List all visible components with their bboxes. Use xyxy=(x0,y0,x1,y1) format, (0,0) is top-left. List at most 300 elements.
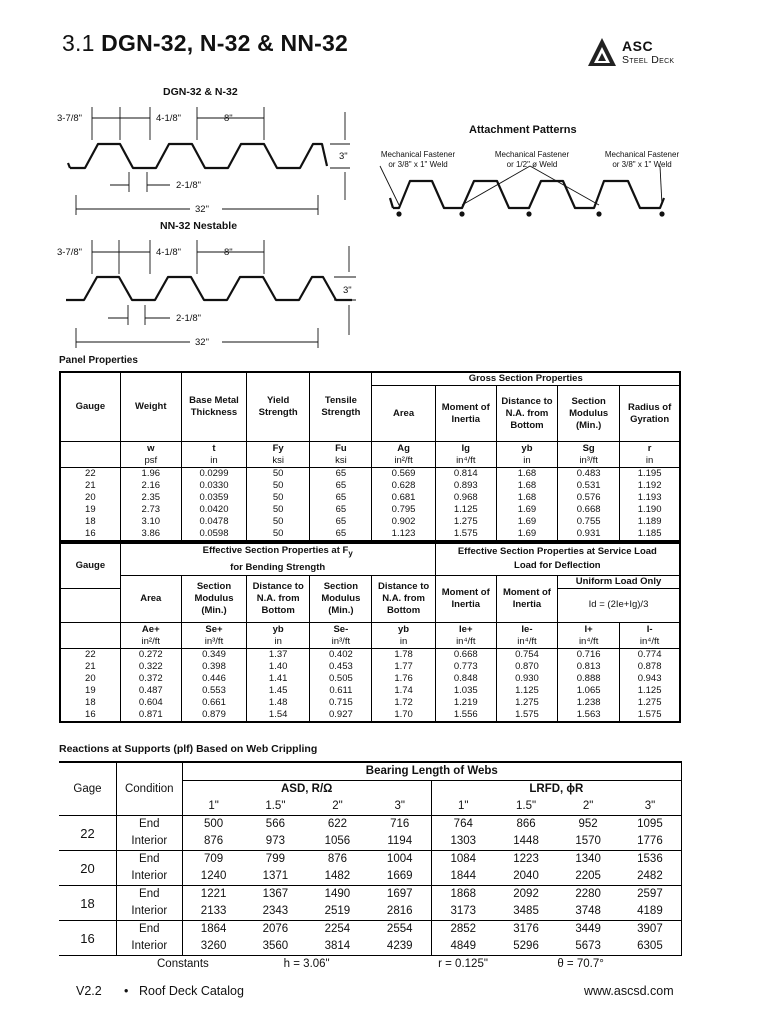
h-eff-moi1: Moment of Inertia xyxy=(435,575,496,622)
value-cell: 1.48 xyxy=(247,697,310,709)
value-cell: 2.16 xyxy=(120,480,181,492)
reaction-value: 1868 xyxy=(431,886,495,904)
value-cell: 1.45 xyxy=(247,685,310,697)
value-cell: 65 xyxy=(310,516,372,528)
gauge-cell: 18 xyxy=(60,697,120,709)
value-cell: 0.0330 xyxy=(181,480,246,492)
eff-unit-row xyxy=(60,635,680,648)
value-cell: 0.487 xyxy=(120,685,181,697)
value-cell: 50 xyxy=(247,504,310,516)
dim-a-top: 3-7/8" xyxy=(57,113,83,124)
condition-cell: Interior xyxy=(131,835,168,847)
h-eff-area: Area xyxy=(120,575,181,622)
bearing-length-cell: 3" xyxy=(619,798,682,816)
reaction-value: 1864 xyxy=(182,921,245,939)
value-cell: 0.878 xyxy=(620,661,680,673)
symbol-cell: yb xyxy=(247,622,310,635)
gage-cell: 20 xyxy=(59,851,117,886)
gauge-cell: 16 xyxy=(60,528,120,541)
h-eff-bend-line2: for Bending Strength xyxy=(230,561,326,573)
gauge-cell: 22 xyxy=(60,648,120,661)
table-row xyxy=(60,504,680,516)
condition-cell: End xyxy=(139,853,160,865)
symbol-cell: r xyxy=(620,442,680,455)
h-gauge-eff: Gauge xyxy=(60,543,120,588)
value-cell: 1.68 xyxy=(496,468,557,481)
symbol-cell: I+ xyxy=(558,622,620,635)
value-cell: 0.814 xyxy=(435,468,496,481)
fastener-dot xyxy=(659,211,664,216)
value-cell: 0.968 xyxy=(435,492,496,504)
h-eff-dist1: Distance to N.A. from Bottom xyxy=(247,575,310,622)
reaction-value: 1570 xyxy=(575,835,601,847)
dim-c-top: 8" xyxy=(224,113,233,124)
reaction-row xyxy=(59,886,682,904)
reaction-value: 876 xyxy=(182,833,245,851)
value-cell: 0.715 xyxy=(310,697,372,709)
value-cell: 1.72 xyxy=(372,697,435,709)
rx-h-condition: Condition xyxy=(117,762,183,816)
value-cell: 1.219 xyxy=(435,697,496,709)
value-cell: 0.553 xyxy=(181,685,246,697)
reaction-row xyxy=(59,833,682,851)
reaction-value: 799 xyxy=(265,853,285,865)
condition-cell: Interior xyxy=(131,905,168,917)
condition-cell: End xyxy=(139,888,160,900)
unit-cell: in²/ft xyxy=(120,635,181,648)
h-eff-defl-line2: Load for Deflection xyxy=(514,560,601,572)
value-cell: 1.69 xyxy=(496,528,557,541)
value-cell: 1.125 xyxy=(620,685,680,697)
reaction-value: 2554 xyxy=(386,923,413,935)
reaction-value: 500 xyxy=(182,816,245,834)
value-cell: 65 xyxy=(310,504,372,516)
rx-h-asd: ASD, R/Ω xyxy=(182,781,431,799)
value-cell: 0.716 xyxy=(558,648,620,661)
dim-width-bottom: 32" xyxy=(195,337,209,348)
effective-properties-body xyxy=(60,648,680,722)
table-row xyxy=(60,492,680,504)
gauge-cell: 20 xyxy=(60,492,120,504)
reaction-value: 952 xyxy=(578,818,598,830)
value-cell: 0.569 xyxy=(372,468,435,481)
attach-mid-line1: Mechanical Fastener xyxy=(494,150,570,159)
panel-properties-table xyxy=(59,371,681,542)
value-cell: 0.848 xyxy=(435,673,496,685)
eff-symbol-row xyxy=(60,622,680,635)
value-cell: 50 xyxy=(247,528,310,541)
value-cell: 1.125 xyxy=(435,504,496,516)
value-cell: 0.628 xyxy=(372,480,435,492)
value-cell: 1.125 xyxy=(496,685,557,697)
value-cell: 0.483 xyxy=(558,468,620,481)
panel-properties-title: Panel Properties xyxy=(59,355,138,366)
reaction-value: 1240 xyxy=(182,868,245,886)
value-cell: 65 xyxy=(310,480,372,492)
reaction-value: 3748 xyxy=(575,905,601,917)
h-eff-sm2: Section Modulus (Min.) xyxy=(310,575,372,622)
dim-bottom-top: 2-1/8" xyxy=(176,180,202,191)
section-title: DGN-32, N-32 & NN-32 xyxy=(101,30,349,56)
value-cell: 0.931 xyxy=(558,528,620,541)
value-cell: 1.68 xyxy=(496,480,557,492)
reaction-value: 1340 xyxy=(575,853,601,865)
h-rg: Radius of Gyration xyxy=(620,386,680,442)
dim-bottom-bottom: 2-1/8" xyxy=(176,313,202,324)
value-cell: 1.123 xyxy=(372,528,435,541)
panel-properties-body xyxy=(60,468,680,542)
unit-cell: in³/ft xyxy=(310,635,372,648)
gauge-cell: 19 xyxy=(60,685,120,697)
reaction-value: 3176 xyxy=(513,923,539,935)
dim-depth-top: 3" xyxy=(339,151,348,162)
value-cell: 1.238 xyxy=(558,697,620,709)
value-cell: 1.190 xyxy=(620,504,680,516)
unit-cell: in xyxy=(496,455,557,468)
symbol-cell: Ie+ xyxy=(435,622,496,635)
bearing-length-cell: 2" xyxy=(582,800,594,812)
table-row xyxy=(60,648,680,661)
h-eff-sm1: Section Modulus (Min.) xyxy=(181,575,246,622)
rx-h-lrfd: LRFD, ϕR xyxy=(431,781,681,799)
value-cell: 1.275 xyxy=(435,516,496,528)
h-eff-moi2: Moment of Inertia xyxy=(496,575,557,622)
table-row xyxy=(60,697,680,709)
value-cell: 0.930 xyxy=(496,673,557,685)
value-cell: 0.943 xyxy=(620,673,680,685)
reaction-value: 1776 xyxy=(619,833,682,851)
attach-mid-label xyxy=(486,150,578,170)
value-cell: 50 xyxy=(247,468,310,481)
reaction-value: 622 xyxy=(327,818,348,830)
reaction-row xyxy=(59,816,682,834)
unit-cell: ksi xyxy=(310,455,372,468)
table-row xyxy=(60,468,680,481)
rx-constants-label: Constants xyxy=(157,958,209,970)
value-cell: 65 xyxy=(310,492,372,504)
value-cell: 3.10 xyxy=(120,516,181,528)
value-cell: 1.195 xyxy=(620,468,680,481)
symbol-cell: Ig xyxy=(435,442,496,455)
section-number: 3.1 xyxy=(62,30,95,56)
value-cell: 2.35 xyxy=(120,492,181,504)
h-uniform: Uniform Load Only xyxy=(558,575,680,588)
unit-cell: in⁴/ft xyxy=(435,635,496,648)
footer-catalog: Roof Deck Catalog xyxy=(139,984,244,998)
value-cell: 0.576 xyxy=(558,492,620,504)
reactions-body xyxy=(59,816,682,956)
unit-row xyxy=(60,455,680,468)
reactions-table xyxy=(59,761,682,973)
unit-cell: psf xyxy=(120,455,181,468)
value-cell: 1.69 xyxy=(496,504,557,516)
value-cell: 1.575 xyxy=(496,709,557,722)
unit-cell: in²/ft xyxy=(372,455,435,468)
reaction-value: 2092 xyxy=(513,888,539,900)
gage-cell: 16 xyxy=(59,921,117,956)
reaction-value: 2076 xyxy=(262,923,289,935)
value-cell: 0.893 xyxy=(435,480,496,492)
value-cell: 0.349 xyxy=(181,648,246,661)
reaction-value: 3449 xyxy=(575,923,601,935)
value-cell: 1.70 xyxy=(372,709,435,722)
attach-right-line1: Mechanical Fastener xyxy=(604,150,680,159)
table-row xyxy=(60,661,680,673)
reaction-value: 3260 xyxy=(182,938,245,956)
reaction-value: 1004 xyxy=(386,853,413,865)
value-cell: 0.372 xyxy=(120,673,181,685)
effective-properties-table xyxy=(59,542,681,723)
reaction-value: 1367 xyxy=(262,888,289,900)
value-cell: 3.86 xyxy=(120,528,181,541)
value-cell: 50 xyxy=(247,516,310,528)
reaction-value: 1303 xyxy=(431,833,495,851)
value-cell: 1.68 xyxy=(496,492,557,504)
unit-cell: in³/ft xyxy=(181,635,246,648)
reaction-value: 866 xyxy=(516,818,536,830)
reaction-value: 1221 xyxy=(182,886,245,904)
value-cell: 1.54 xyxy=(247,709,310,722)
dim-c-bottom: 8" xyxy=(224,247,233,258)
value-cell: 1.275 xyxy=(620,697,680,709)
reaction-value: 5673 xyxy=(575,940,601,952)
unit-cell: in xyxy=(181,455,246,468)
value-cell: 0.531 xyxy=(558,480,620,492)
h-moi: Moment of Inertia xyxy=(435,386,496,442)
value-cell: 65 xyxy=(310,468,372,481)
reaction-value: 1223 xyxy=(513,853,539,865)
symbol-cell: w xyxy=(120,442,181,455)
reaction-row xyxy=(59,851,682,869)
value-cell: 0.402 xyxy=(310,648,372,661)
value-cell: 1.035 xyxy=(435,685,496,697)
table-row xyxy=(60,516,680,528)
reaction-value: 2040 xyxy=(513,870,539,882)
table-row xyxy=(60,528,680,541)
h-tensile: Tensile Strength xyxy=(310,372,372,442)
footer-url[interactable]: www.ascsd.com xyxy=(584,984,674,998)
attachment-title: Attachment Patterns xyxy=(469,124,577,136)
reaction-value: 1697 xyxy=(386,888,413,900)
deck-profile-top xyxy=(70,144,327,168)
reaction-value: 4189 xyxy=(619,903,682,921)
symbol-cell: Fu xyxy=(310,442,372,455)
value-cell: 1.37 xyxy=(247,648,310,661)
symbol-cell: Ie- xyxy=(496,622,557,635)
value-cell: 0.888 xyxy=(558,673,620,685)
value-cell: 1.189 xyxy=(620,516,680,528)
diagram-bottom-title: NN-32 Nestable xyxy=(160,220,238,232)
reaction-value: 2133 xyxy=(182,903,245,921)
value-cell: 0.0359 xyxy=(181,492,246,504)
footer-version: V2.2 xyxy=(76,984,102,998)
h-sm: Section Modulus (Min.) xyxy=(558,386,620,442)
value-cell: 0.774 xyxy=(620,648,680,661)
value-cell: 2.73 xyxy=(120,504,181,516)
symbol-cell: Sg xyxy=(558,442,620,455)
reaction-row xyxy=(59,868,682,886)
h-formula: Id = (2Ie+Ig)/3 xyxy=(558,588,680,622)
value-cell: 1.563 xyxy=(558,709,620,722)
gauge-cell: 19 xyxy=(60,504,120,516)
h-base: Base Metal Thickness xyxy=(181,372,246,442)
value-cell: 0.272 xyxy=(120,648,181,661)
rx-const-r: r = 0.125" xyxy=(438,958,488,970)
reaction-value: 566 xyxy=(265,818,285,830)
value-cell: 1.575 xyxy=(620,709,680,722)
value-cell: 0.661 xyxy=(181,697,246,709)
reaction-value: 1482 xyxy=(324,870,351,882)
value-cell: 1.74 xyxy=(372,685,435,697)
gauge-cell: 20 xyxy=(60,673,120,685)
value-cell: 65 xyxy=(310,528,372,541)
value-cell: 0.0598 xyxy=(181,528,246,541)
value-cell: 1.575 xyxy=(435,528,496,541)
reaction-value: 4239 xyxy=(386,940,413,952)
symbol-cell: Se+ xyxy=(181,622,246,635)
symbol-cell: Fy xyxy=(247,442,310,455)
attach-left-line1: Mechanical Fastener xyxy=(380,150,456,159)
rx-const-h: h = 3.06" xyxy=(283,958,330,970)
symbol-cell: yb xyxy=(372,622,435,635)
gauge-cell: 22 xyxy=(60,468,120,481)
fastener-dot xyxy=(526,211,531,216)
fastener-dot xyxy=(459,211,464,216)
attach-right-label xyxy=(596,150,688,170)
h-dist: Distance to N.A. from Bottom xyxy=(496,386,557,442)
h-eff-dist2: Distance to N.A. from Bottom xyxy=(372,575,435,622)
gauge-cell: 21 xyxy=(60,661,120,673)
unit-cell: in⁴/ft xyxy=(496,635,557,648)
h-gross: Gross Section Properties xyxy=(372,372,680,386)
dim-b-top: 4-1/8" xyxy=(156,113,182,124)
dim-width-top: 32" xyxy=(195,204,209,215)
value-cell: 0.0420 xyxy=(181,504,246,516)
deck-profile-bottom xyxy=(66,277,352,300)
value-cell: 1.69 xyxy=(496,516,557,528)
attach-left-line2: or 3/8" x 1" Weld xyxy=(388,160,448,169)
value-cell: 0.446 xyxy=(181,673,246,685)
value-cell: 1.193 xyxy=(620,492,680,504)
gauge-cell: 21 xyxy=(60,480,120,492)
table-row xyxy=(60,709,680,722)
reaction-value: 1669 xyxy=(386,870,413,882)
value-cell: 1.065 xyxy=(558,685,620,697)
bearing-length-cell: 1" xyxy=(182,798,245,816)
value-cell: 0.773 xyxy=(435,661,496,673)
value-cell: 50 xyxy=(247,480,310,492)
symbol-cell: Se- xyxy=(310,622,372,635)
fastener-dot xyxy=(596,211,601,216)
h-gauge: Gauge xyxy=(60,372,120,442)
gauge-cell: 18 xyxy=(60,516,120,528)
value-cell: 1.77 xyxy=(372,661,435,673)
table-row xyxy=(60,685,680,697)
h-area: Area xyxy=(372,386,435,442)
value-cell: 1.78 xyxy=(372,648,435,661)
value-cell: 1.40 xyxy=(247,661,310,673)
reaction-value: 3173 xyxy=(431,903,495,921)
symbol-blank xyxy=(60,622,120,635)
reaction-value: 3907 xyxy=(619,921,682,939)
value-cell: 0.871 xyxy=(120,709,181,722)
condition-cell: End xyxy=(139,818,160,830)
unit-cell: in³/ft xyxy=(558,455,620,468)
unit-cell: in xyxy=(620,455,680,468)
symbol-cell: Ae+ xyxy=(120,622,181,635)
unit-cell: in⁴/ft xyxy=(435,455,496,468)
attachment-profile xyxy=(393,181,664,208)
bearing-length-cell: 1.5" xyxy=(516,800,537,812)
reaction-value: 1490 xyxy=(324,888,351,900)
value-cell: 0.604 xyxy=(120,697,181,709)
attach-left-label xyxy=(372,150,464,170)
attach-mid-line2: or 1/2" ø Weld xyxy=(506,160,558,169)
symbol-blank xyxy=(60,442,120,455)
table-row xyxy=(60,480,680,492)
reaction-value: 2343 xyxy=(262,905,289,917)
reaction-value: 2280 xyxy=(575,888,601,900)
dim-a-bottom: 3-7/8" xyxy=(57,247,83,258)
reaction-value: 3560 xyxy=(262,940,289,952)
reaction-value: 716 xyxy=(390,818,410,830)
h-eff-bending xyxy=(120,543,435,575)
value-cell: 0.668 xyxy=(558,504,620,516)
reaction-value: 1536 xyxy=(619,851,682,869)
gage-cell: 18 xyxy=(59,886,117,921)
reaction-value: 876 xyxy=(327,853,348,865)
reaction-row xyxy=(59,938,682,956)
value-cell: 0.754 xyxy=(496,648,557,661)
unit-blank xyxy=(60,635,120,648)
value-cell: 0.668 xyxy=(435,648,496,661)
bearing-length-cell: 3" xyxy=(394,800,405,812)
logo-subtext: Steel Deck xyxy=(622,54,675,66)
reaction-value: 6305 xyxy=(619,938,682,956)
h-yield: Yield Strength xyxy=(247,372,310,442)
reaction-value: 2205 xyxy=(575,870,601,882)
reaction-row xyxy=(59,921,682,939)
value-cell: 0.322 xyxy=(120,661,181,673)
value-cell: 1.192 xyxy=(620,480,680,492)
attach-right-line2: or 3/8" x 1" Weld xyxy=(612,160,672,169)
h-eff-defl-line1: Effective Section Properties at Service Load xyxy=(457,546,657,558)
reaction-value: 1194 xyxy=(387,835,413,847)
value-cell: 0.795 xyxy=(372,504,435,516)
symbol-cell: yb xyxy=(496,442,557,455)
condition-cell: End xyxy=(139,923,160,935)
rx-h-gage: Gage xyxy=(59,762,117,816)
h-eff-bend-line1: Effective Section Properties at F xyxy=(202,545,349,556)
reaction-value: 764 xyxy=(431,816,495,834)
reaction-value: 2482 xyxy=(619,868,682,886)
value-cell: 1.275 xyxy=(496,697,557,709)
reaction-value: 709 xyxy=(182,851,245,869)
bearing-length-cell: 2" xyxy=(332,800,343,812)
reaction-value: 2852 xyxy=(431,921,495,939)
h-eff-deflection xyxy=(435,543,680,575)
deck-profile-drawings xyxy=(0,0,768,360)
reaction-value: 3814 xyxy=(324,940,351,952)
h-eff-bend-sub: y xyxy=(348,548,353,558)
value-cell: 0.879 xyxy=(181,709,246,722)
value-cell: 0.813 xyxy=(558,661,620,673)
table-row xyxy=(60,673,680,685)
unit-blank xyxy=(60,455,120,468)
condition-cell: Interior xyxy=(131,870,168,882)
symbol-row xyxy=(60,442,680,455)
reaction-value: 5296 xyxy=(513,940,539,952)
